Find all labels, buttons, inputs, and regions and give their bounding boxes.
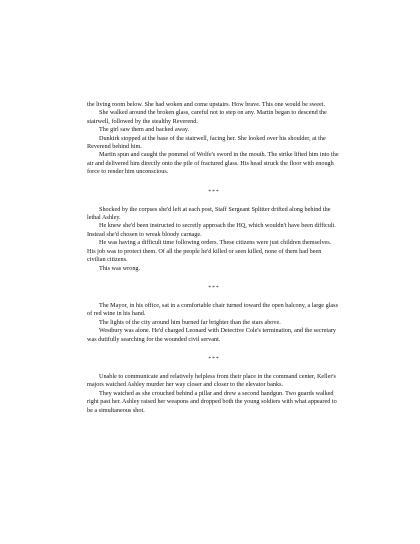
paragraph: Westbury was alone. He'd charged Leonard with Detective Cole's termination, and the secretary was dutifully searching for the wounded civil servant. [87, 327, 336, 343]
paragraph: This was wrong. [99, 264, 141, 272]
paragraph: She walked around the broken glass, careful not to step on any. Martin began to descend the stairwell, followed by the stealthy Reverend. [87, 109, 327, 125]
scene-break: *** [208, 284, 220, 291]
paragraph: Unable to communicate and relatively helpless from their place in the command center, Keller's majors watched Ashley murder her way closer and closer to the elevator banks. [87, 372, 336, 389]
paragraph: They watched as she crouched behind a pillar and drew a second handgun. Two guards walked right past her. Ashley raised her weapons and dropped both the young soldiers with what appeared to be a simultaneous shot. [87, 389, 337, 414]
scene-break: *** [208, 355, 220, 362]
paragraph: The Mayor, in his office, sat in a comfortable chair turned toward the open balcony, a large glass of red wine in his hand. [87, 301, 338, 318]
manuscript-text [87, 101, 341, 415]
paragraph: Shocked by the corpses she'd left at each post, Staff Sergeant Splitter drifted along behind the lethal Ashley. [87, 205, 331, 222]
paragraph: the living room below. She had woken and come upstairs. How brave. This one would be sweet. [87, 101, 325, 108]
scene-break: *** [208, 188, 220, 195]
paragraph: He knew she'd been instructed to secretly approach the HQ, which wouldn't have been difficult. Instead she'd chosen to wreak bloody carnage. [87, 222, 336, 238]
paragraph: He was having a difficult time following orders. These citizens were just children themselves. His job was to protect them. Of all the people he'd killed or seen killed, none of them had been civilian citizens. [87, 239, 332, 264]
paragraph: Dunkirk stopped at the base of the stairwell, facing her. She looked over his shoulder, at the Reverend behind him. [87, 134, 326, 151]
paragraph: The lights of the city around him burned far brighter than the stars above. [99, 318, 281, 326]
paragraph: The girl saw them and backed away. [99, 126, 190, 134]
paragraph: Martin spun and caught the pommel of Wolfe's sword in the mouth. The strike lifted him into the air and delivered him directly onto the pile of fractured glass. His head struck the floor with enough force to render him unconscious. [87, 151, 339, 176]
